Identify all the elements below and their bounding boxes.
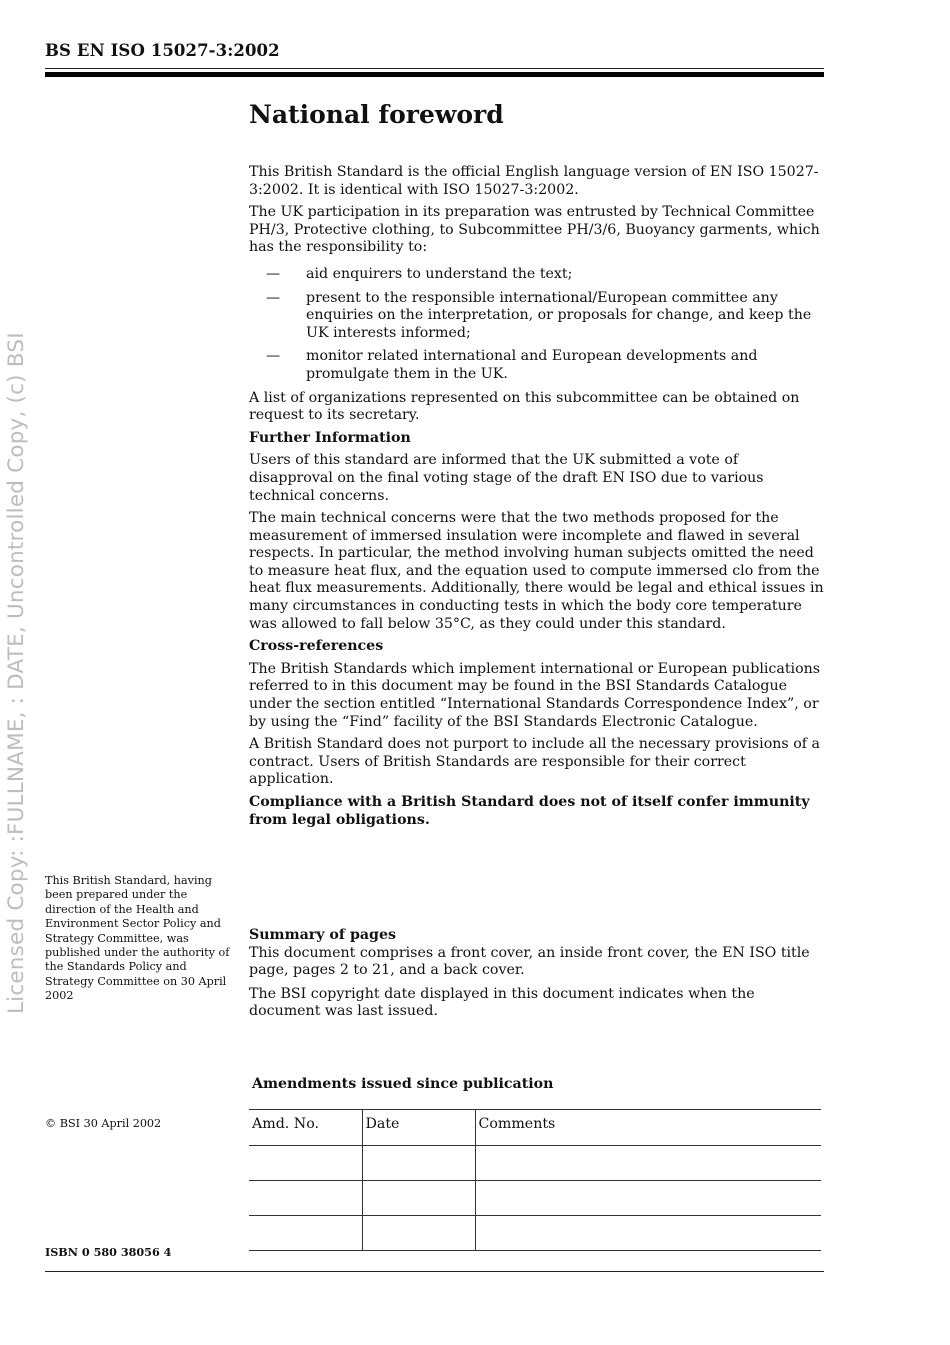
page-title: National foreword xyxy=(249,100,504,129)
isbn: ISBN 0 580 38056 4 xyxy=(45,1245,172,1259)
list-item-text: present to the responsible international/European committee any enquiries on the interpretation, or proposals for change, and keep the UK interests informed; xyxy=(306,289,812,341)
list-item xyxy=(249,266,824,284)
cross-refs-paragraph: The British Standards which implement international or European publications referred to in this document may be found in the BSI Standards Catalogue under the section entitled “International Standards Correspondence Index”, or by using the “Find” facility of the BSI Standards Electronic Catalogue. xyxy=(249,660,821,730)
document-id-header: BS EN ISO 15027-3:2002 xyxy=(45,41,280,60)
foreword-body xyxy=(249,164,824,834)
header-rule-thick xyxy=(45,72,824,77)
further-info-paragraph: Users of this standard are informed that the UK submitted a vote of disapproval on the final voting stage of the draft EN ISO due to various technical concerns. xyxy=(249,452,764,504)
dash-bullet: — xyxy=(266,265,281,282)
table-row xyxy=(249,1181,821,1216)
table-cell xyxy=(362,1146,475,1181)
column-header: Date xyxy=(362,1110,475,1146)
list-item-text: aid enquirers to understand the text; xyxy=(306,265,573,282)
amendments-title: Amendments issued since publication xyxy=(252,1076,554,1092)
dash-bullet: — xyxy=(266,348,281,365)
intro-paragraph: This British Standard is the official English language version of EN ISO 15027-3:2002. It is identical with ISO 15027-3:2002. xyxy=(249,164,819,198)
table-cell xyxy=(362,1216,475,1251)
table-cell xyxy=(475,1181,821,1216)
summary-paragraph: The BSI copyright date displayed in this document indicates when the document was last issued. xyxy=(249,985,755,1020)
responsibility-list xyxy=(249,266,824,384)
table-cell xyxy=(362,1181,475,1216)
summary-heading: Summary of pages xyxy=(249,927,396,943)
cross-refs-heading: Cross-references xyxy=(249,638,384,655)
license-watermark: Licensed Copy: :FULLNAME, : DATE, Uncontrolled Copy, (c) BSI xyxy=(4,332,29,1014)
list-item xyxy=(249,348,824,383)
table-row xyxy=(249,1216,821,1251)
org-list-paragraph: A list of organizations represented on this subcommittee can be obtained on request to its secretary. xyxy=(249,389,800,424)
cross-refs-paragraph: A British Standard does not purport to include all the necessary provisions of a contract. Users of British Standards are responsible for their correct application. xyxy=(249,736,820,788)
further-info-paragraph: The main technical concerns were that the two methods proposed for the measurement of immersed insulation were incomplete and flawed in several respects. In particular, the method involving human subjects omitted the need to measure heat flux, and the equation used to compute immersed clo from the heat flux measurements. Additionally, there would be legal and ethical issues in many circumstances in conducting tests in which the body core temperature was allowed to fall below 35°C, as they could under this standard. xyxy=(249,510,824,632)
compliance-statement: Compliance with a British Standard does not of itself confer immunity from legal obligations. xyxy=(249,794,810,828)
copyright-notice: © BSI 30 April 2002 xyxy=(45,1117,162,1130)
further-info-heading: Further Information xyxy=(249,429,411,446)
table-row xyxy=(249,1146,821,1181)
amendments-table xyxy=(249,1109,821,1251)
summary-of-pages xyxy=(249,927,824,1027)
summary-paragraph: This document comprises a front cover, an inside front cover, the EN ISO title page, pages 2 to 21, and a back cover. xyxy=(249,944,810,979)
column-header: Amd. No. xyxy=(249,1110,362,1146)
footer-rule xyxy=(45,1271,824,1272)
table-cell xyxy=(475,1146,821,1181)
intro-paragraph: The UK participation in its preparation was entrusted by Technical Committee PH/3, Protective clothing, to Subcommittee PH/3/6, Buoyancy garments, which has the responsibility to: xyxy=(249,204,820,256)
table-cell xyxy=(249,1181,362,1216)
table-cell xyxy=(249,1216,362,1251)
header-rule-thin xyxy=(45,68,824,69)
list-item-text: monitor related international and European developments and promulgate them in the UK. xyxy=(306,348,758,382)
dash-bullet: — xyxy=(266,289,281,306)
table-header-row xyxy=(249,1110,821,1146)
table-cell xyxy=(249,1146,362,1181)
column-header: Comments xyxy=(475,1110,821,1146)
publication-note-text: This British Standard, having been prepared under the direction of the Health and Environment Sector Policy and Strategy Committee, was published under the authority of the Standards Policy and Strategy Committee on 30 April 2002 xyxy=(45,874,230,1003)
publication-note xyxy=(45,874,235,1004)
table-cell xyxy=(475,1216,821,1251)
list-item xyxy=(249,290,824,343)
